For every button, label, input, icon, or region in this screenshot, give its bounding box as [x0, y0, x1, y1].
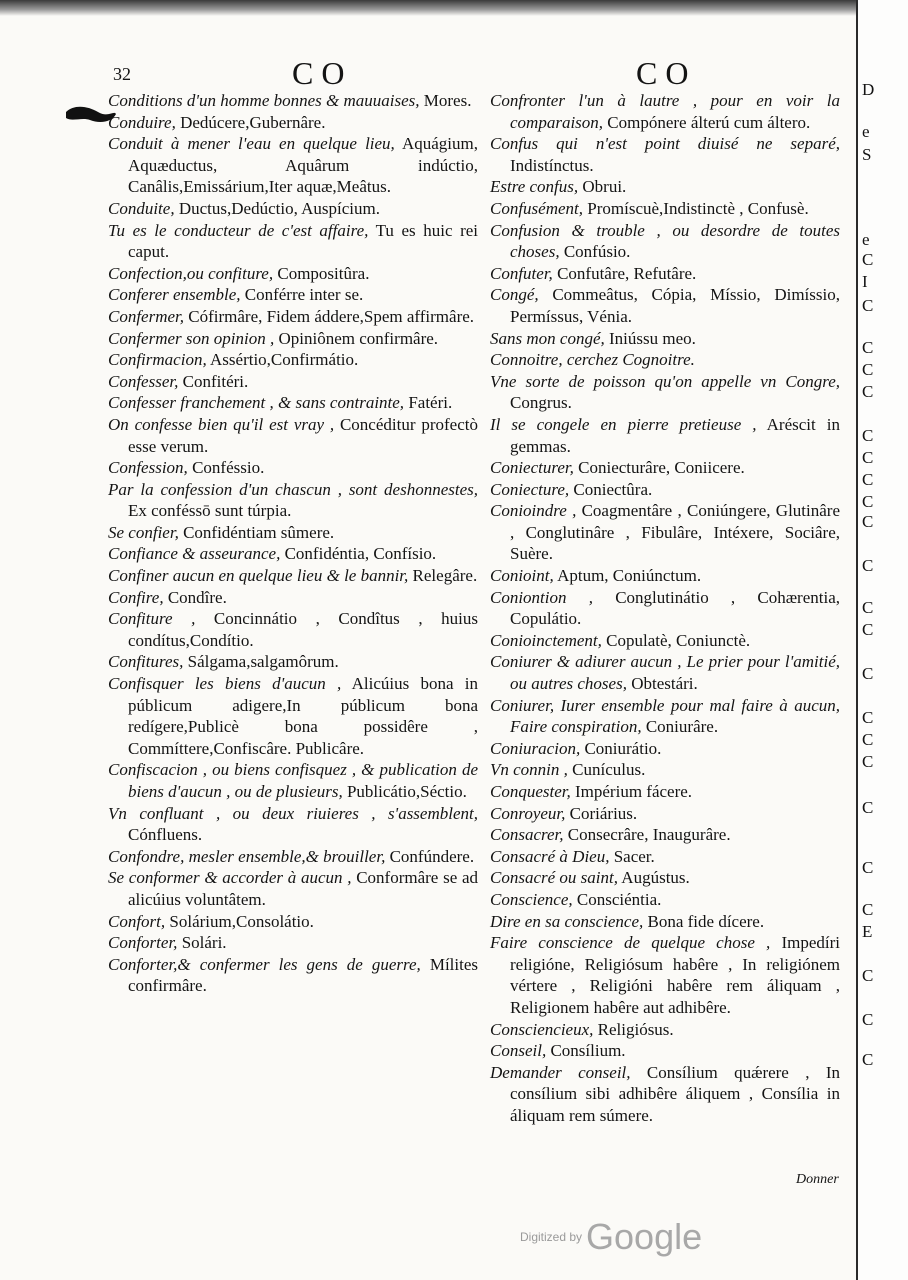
latin-translation: Commeâtus, Cópia, Míssio, Dimíssio, Permíssus, Vénia. — [510, 285, 840, 326]
latin-translation: Coniectûra. — [569, 479, 653, 499]
latin-translation: Conglutinátio , Cohærentia, Copulátio. — [510, 587, 840, 629]
margin-letter: C — [862, 512, 874, 531]
french-headword: Confection,ou confiture, — [108, 263, 274, 283]
latin-translation: Dedúcere,Gubernâre. — [175, 112, 326, 132]
latin-translation: Coriárius. — [565, 803, 638, 823]
french-headword: Confesser, — [108, 371, 179, 391]
latin-translation: Sálgama,salgamôrum. — [183, 652, 339, 672]
margin-letter: C — [862, 858, 874, 877]
margin-letter: C — [862, 250, 874, 269]
margin-letter: C — [862, 798, 874, 817]
dictionary-entry — [490, 90, 840, 133]
dictionary-entry — [108, 673, 478, 759]
french-headword: Conquester, — [490, 782, 571, 801]
latin-translation: Compositûra. — [273, 263, 370, 283]
dictionary-entry — [108, 759, 478, 802]
dictionary-entry — [108, 263, 478, 285]
french-headword: Estre confus, — [490, 177, 579, 197]
latin-translation: Coniurâre. — [641, 717, 719, 737]
dictionary-entry — [108, 846, 478, 868]
french-headword: Conseil, — [490, 1041, 547, 1061]
latin-translation: Confidéntia, Confísio. — [280, 544, 437, 564]
french-headword: Confiner aucun en quelque lieu & le bannir, — [108, 566, 409, 586]
margin-letter: e — [862, 230, 870, 249]
french-headword: Consciencieux, — [490, 1019, 594, 1039]
latin-translation: Mílites confirmâre. — [128, 954, 478, 996]
margin-letter: E — [862, 922, 873, 941]
dictionary-entry — [108, 867, 478, 910]
latin-translation: Consílium. — [546, 1041, 626, 1061]
margin-letter: C — [862, 900, 874, 919]
french-headword: Faire conscience de quelque chose , — [490, 933, 771, 953]
dictionary-entry — [490, 781, 840, 803]
latin-translation: Cunículus. — [567, 760, 646, 780]
latin-translation: Obrui. — [578, 177, 627, 197]
latin-translation: Confitéri. — [178, 371, 249, 391]
margin-letter: C — [862, 448, 874, 467]
latin-translation: Indistínctus. — [510, 155, 594, 175]
dictionary-entry — [490, 738, 840, 760]
french-headword: Conroyeur, — [490, 803, 566, 823]
french-headword: Confondre, mesler ensemble,& brouiller, — [108, 846, 386, 866]
latin-translation: Solárium,Consolátio. — [165, 911, 314, 931]
latin-translation: Aréscit in gemmas. — [510, 414, 840, 456]
dictionary-entry — [490, 651, 840, 694]
right-column — [490, 90, 840, 1127]
dictionary-entry — [490, 220, 840, 263]
french-headword: Demander conseil, — [490, 1062, 631, 1082]
dictionary-entry — [108, 328, 478, 350]
french-headword: Confusion & trouble , ou desordre de toutes choses, — [490, 220, 840, 262]
dictionary-entry — [490, 911, 840, 933]
french-headword: Confirmacion, — [108, 350, 207, 370]
margin-letter: C — [862, 556, 874, 575]
dictionary-entry — [108, 522, 478, 544]
dictionary-entry — [490, 457, 840, 479]
latin-translation: Sacer. — [609, 846, 655, 866]
french-headword: Sans mon congé, — [490, 328, 605, 348]
french-headword: Consacré ou saint, — [490, 868, 618, 888]
latin-translation: Promíscuè,Indistinctè , Confusè. — [583, 198, 809, 218]
french-headword: Conduire, — [108, 112, 176, 132]
french-headword: Conioinctement, — [490, 630, 602, 650]
latin-translation: Impedíri religióne, Religiósum habêre , In religiónem vértere , Religióni habêre rem áliquam , Religionem habêre aut adhibêre. — [510, 933, 840, 1017]
french-headword: Confiance & asseurance, — [108, 544, 281, 564]
latin-translation: Cónfluens. — [128, 825, 203, 845]
latin-translation: Religiósus. — [593, 1019, 674, 1039]
dictionary-entry — [490, 284, 840, 327]
dictionary-entry — [108, 112, 478, 134]
french-headword: Tu es le conducteur de c'est affaire, — [108, 220, 369, 240]
latin-translation: Impérium fácere. — [570, 782, 693, 801]
latin-translation: Coniecturâre, Coniicere. — [573, 458, 745, 478]
french-headword: Confermer, — [108, 306, 185, 326]
latin-translation: Aptum, Coniúnctum. — [553, 566, 702, 586]
dictionary-entry — [108, 911, 478, 933]
latin-translation: Fatéri. — [404, 393, 453, 413]
french-headword: Consacrer, — [490, 825, 564, 845]
left-running-head: CO — [292, 55, 353, 91]
french-headword: Confus qui n'est point diuisé ne separé, — [490, 134, 840, 154]
margin-letter: C — [862, 426, 874, 445]
margin-letter: C — [862, 296, 874, 315]
dictionary-entry — [108, 220, 478, 263]
latin-translation: Confúndere. — [385, 846, 475, 866]
latin-translation: Ex conféssō sunt túrpia. — [128, 501, 292, 521]
margin-letter: C — [862, 664, 874, 683]
french-headword: Conditions d'un homme bonnes & mauuaises, — [108, 91, 420, 110]
french-headword: Confuter, — [490, 263, 553, 283]
margin-letter: S — [862, 145, 872, 164]
catchword: Donner — [796, 1172, 839, 1187]
latin-translation: Copulatè, Coniunctè. — [601, 630, 751, 650]
french-headword: Dire en sa conscience, — [490, 911, 644, 931]
french-headword: Conferer ensemble, — [108, 285, 241, 305]
dictionary-entry — [108, 133, 478, 198]
dictionary-entry — [108, 371, 478, 393]
digitized-by-label: Digitized by — [520, 1230, 583, 1244]
latin-translation: Coniurátio. — [580, 738, 662, 758]
french-headword: Se conformer & accorder à aucun , — [108, 868, 352, 888]
margin-letter: I — [862, 272, 868, 291]
dictionary-entry — [490, 846, 840, 868]
dictionary-entry — [108, 306, 478, 328]
dictionary-entry — [490, 414, 840, 457]
margin-letter: C — [862, 708, 874, 727]
margin-letter: C — [862, 752, 874, 771]
french-headword: Confitures, — [108, 652, 184, 672]
french-headword: On confesse bien qu'il est vray , — [108, 414, 335, 434]
french-headword: Congé, — [490, 285, 539, 305]
margin-letter: C — [862, 492, 874, 511]
dictionary-entry — [490, 565, 840, 587]
left-column — [108, 90, 478, 997]
french-headword: Confronter l'un à lautre , pour en voir la comparaison, — [490, 91, 840, 132]
margin-letter: C — [862, 620, 874, 639]
latin-translation: Aquágium, Aquæductus, Aquârum indúctio, Canâlis,Emissárium,Iter aquæ,Meâtus. — [128, 134, 478, 197]
margin-letter: C — [862, 360, 874, 379]
latin-translation: Conformâre se ad alicúius voluntâtem. — [128, 868, 479, 909]
french-headword: Vne sorte de poisson qu'on appelle vn Congre, — [490, 371, 840, 391]
dictionary-entry — [490, 176, 840, 198]
dictionary-entry — [490, 263, 840, 285]
french-headword: Connoitre, cerchez Cognoitre. — [490, 350, 695, 370]
latin-translation: Concéditur profectò esse verum. — [128, 414, 478, 456]
latin-translation: Alicúius bona in públicum adigere,In públicum bona redígere,Publicè bona possidêre , Commíttere,Confiscâre. Publicâre. — [128, 674, 478, 758]
french-headword: Confiture , — [108, 609, 196, 629]
latin-translation: Confúsio. — [559, 242, 631, 262]
latin-translation: Relegâre. — [408, 566, 478, 586]
margin-letter: C — [862, 470, 874, 489]
dictionary-entry — [108, 608, 478, 651]
dictionary-entry — [490, 759, 840, 781]
latin-translation: Conférre inter se. — [240, 285, 364, 305]
french-headword: Coniurer & adiurer aucun , Le prier pour l'amitié, ou autres choses, — [490, 652, 840, 694]
dictionary-entry — [108, 651, 478, 673]
dictionary-entry — [108, 198, 478, 220]
latin-translation: Confutâre, Refutâre. — [552, 263, 697, 283]
right-running-head: CO — [636, 55, 697, 91]
dictionary-entry — [108, 349, 478, 371]
latin-translation: Mores. — [419, 91, 472, 110]
french-headword: Confession, — [108, 458, 188, 478]
margin-letter: C — [862, 382, 874, 401]
latin-translation: Coagmentâre , Coniúngere, Glutinâre , Conglutinâre , Fibulâre, Intéxere, Sociâre, Suère. — [510, 501, 840, 564]
latin-translation: Tu es huic rei caput. — [128, 220, 478, 262]
dictionary-entry — [490, 695, 840, 738]
french-headword: Vn connin , — [490, 760, 568, 780]
dictionary-entry — [108, 479, 478, 522]
french-headword: Coniontion , — [490, 587, 593, 607]
dictionary-entry — [490, 479, 840, 501]
french-headword: Se confier, — [108, 522, 179, 542]
dictionary-entry — [490, 630, 840, 652]
dictionary-entry — [108, 803, 478, 846]
dictionary-entry — [490, 803, 840, 825]
french-headword: Confire, — [108, 587, 164, 607]
latin-translation: Solári. — [177, 933, 227, 953]
adjacent-page-edge — [856, 0, 908, 1280]
dictionary-entry — [108, 392, 478, 414]
french-headword: Confusément, — [490, 198, 584, 218]
latin-translation: Consílium quǽrere , In consílium sibi adhibêre áliquem , Consília in áliquam rem súmere. — [510, 1062, 840, 1125]
latin-translation: Bona fide dícere. — [643, 911, 765, 931]
french-headword: Coniurer, Iurer ensemble pour mal faire à aucun, Faire conspiration, — [490, 695, 840, 737]
dictionary-entry — [490, 867, 840, 889]
french-headword: Conforter,& confermer les gens de guerre, — [108, 954, 421, 974]
dictionary-entry — [108, 543, 478, 565]
latin-translation: Iniússu meo. — [604, 328, 696, 348]
french-headword: Coniecture, — [490, 479, 570, 499]
margin-letter: C — [862, 1050, 874, 1069]
french-headword: Conduit à mener l'eau en quelque lieu, — [108, 134, 395, 154]
dictionary-entry — [490, 371, 840, 414]
latin-translation: Publicátio,Séctio. — [342, 782, 467, 801]
dictionary-entry — [490, 1062, 840, 1127]
latin-translation: Confidéntiam sûmere. — [178, 522, 335, 542]
latin-translation: Conféssio. — [187, 458, 265, 478]
dictionary-entry — [490, 1040, 840, 1062]
dictionary-entry — [108, 932, 478, 954]
french-headword: Consacré à Dieu, — [490, 846, 610, 866]
french-headword: Par la confession d'un chascun , sont deshonnestes, — [108, 479, 478, 499]
latin-translation: Augústus. — [617, 868, 690, 888]
french-headword: Conscience, — [490, 889, 573, 909]
dictionary-entry — [108, 565, 478, 587]
french-headword: Conioint, — [490, 566, 554, 586]
french-headword: Conforter, — [108, 933, 178, 953]
latin-translation: Condîre. — [163, 587, 227, 607]
french-headword: Confermer son opinion , — [108, 328, 275, 348]
latin-translation: Compónere álterú cum áltero. — [603, 112, 811, 132]
french-headword: Conduite, — [108, 198, 175, 218]
margin-letter: C — [862, 338, 874, 357]
french-headword: Vn confluant , ou deux riuieres , s'assemblent, — [108, 803, 478, 823]
latin-translation: Consciéntia. — [572, 889, 662, 909]
margin-letter: C — [862, 730, 874, 749]
dictionary-entry — [490, 328, 840, 350]
dictionary-entry — [108, 414, 478, 457]
latin-translation: Assértio,Confirmátio. — [206, 350, 359, 370]
dictionary-entry — [490, 500, 840, 565]
margin-letter: D — [862, 80, 875, 99]
dictionary-entry — [490, 889, 840, 911]
french-headword: Confesser franchement , & sans contrainte, — [108, 393, 405, 413]
dictionary-entry — [490, 349, 840, 371]
page-top-edge — [0, 0, 908, 16]
dictionary-entry — [108, 284, 478, 306]
french-headword: Coniecturer, — [490, 458, 574, 478]
digitized-by-google — [520, 1216, 702, 1258]
margin-letter: C — [862, 966, 874, 985]
dictionary-entry — [108, 954, 478, 997]
dictionary-entry — [490, 587, 840, 630]
latin-translation: Consecrâre, Inaugurâre. — [563, 825, 731, 845]
dictionary-entry — [490, 198, 840, 220]
page-number: 32 — [113, 64, 131, 84]
margin-letter: e — [862, 122, 870, 141]
google-logo: Google — [586, 1216, 703, 1257]
dictionary-entry — [490, 133, 840, 176]
dictionary-entry — [490, 1019, 840, 1041]
latin-translation: Obtestári. — [626, 674, 698, 694]
french-headword: Il se congele en pierre pretieuse , — [490, 414, 757, 434]
latin-translation: Ductus,Dedúctio, Auspícium. — [174, 198, 380, 218]
dictionary-entry — [108, 90, 478, 112]
latin-translation: Congrus. — [510, 393, 572, 413]
latin-translation: Opiniônem confirmâre. — [274, 328, 439, 348]
french-headword: Confisquer les biens d'aucun , — [108, 674, 342, 694]
margin-letter: C — [862, 1010, 874, 1029]
french-headword: Confiscacion , ou biens confisquez , & publication de biens d'aucun , ou de plusieurs, — [108, 760, 478, 801]
french-headword: Confort, — [108, 911, 166, 931]
dictionary-entry — [108, 587, 478, 609]
latin-translation: Cófirmâre, Fidem áddere,Spem affirmâre. — [184, 306, 475, 326]
dictionary-entry — [490, 824, 840, 846]
latin-translation: Concinnátio , Condîtus , huius condítus,Condítio. — [128, 609, 478, 650]
dictionary-entry — [108, 457, 478, 479]
margin-letter: C — [862, 598, 874, 617]
dictionary-entry — [490, 932, 840, 1018]
french-headword: Coniuracion, — [490, 738, 581, 758]
french-headword: Conioindre , — [490, 501, 577, 521]
